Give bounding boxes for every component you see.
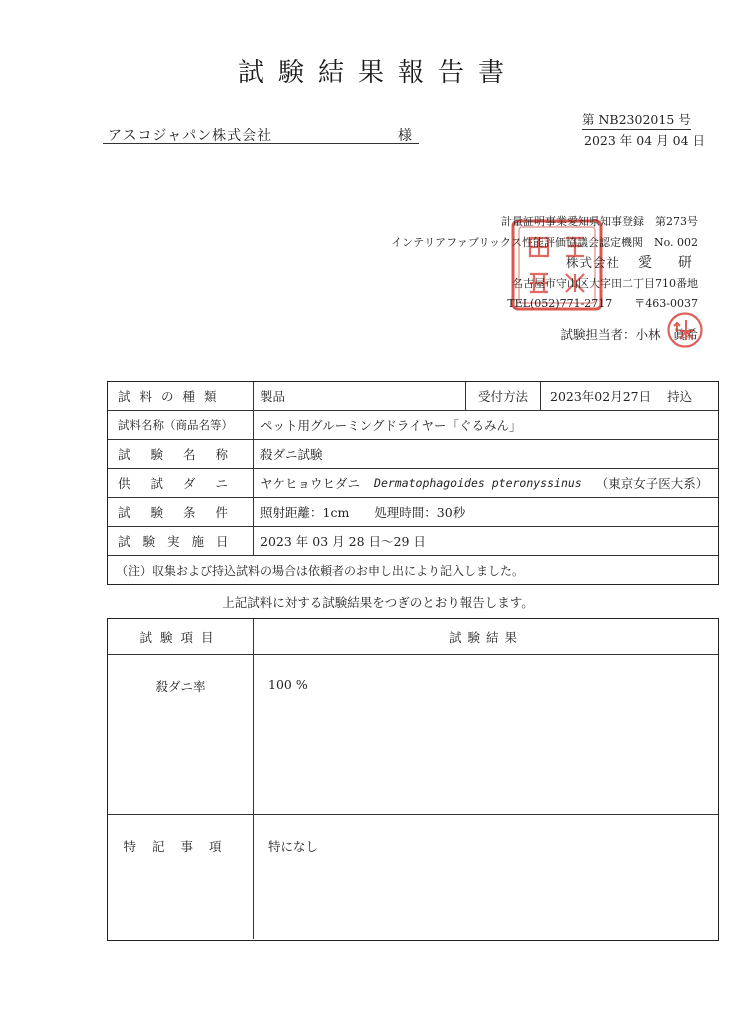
sample-info-table bbox=[107, 381, 719, 585]
remarks-row bbox=[108, 815, 718, 939]
result-value: 100 % bbox=[268, 677, 308, 692]
col-test-result: 試験結果 bbox=[448, 629, 523, 645]
test-date-label: 試験実施日 bbox=[108, 527, 254, 555]
issuer-company-prefix: 株式会社 bbox=[565, 255, 620, 270]
issuer-certification: インテリアファブリックス性能評価協議会認定機関 No. 002 bbox=[391, 235, 698, 249]
results-row bbox=[108, 655, 718, 815]
personal-seal-stamp bbox=[666, 311, 704, 349]
result-item: 殺ダニ率 bbox=[108, 655, 254, 814]
report-date: 2023 年 04 月 04 日 bbox=[584, 133, 705, 148]
report-title: 試験結果報告書 bbox=[237, 58, 518, 88]
receipt-method: 持込 bbox=[667, 389, 693, 404]
row-mite bbox=[108, 469, 718, 498]
row-test-date bbox=[108, 527, 718, 556]
sample-type-label: 試料の種類 bbox=[108, 382, 254, 410]
row-test-name bbox=[108, 440, 718, 469]
col-test-item: 試験項目 bbox=[108, 619, 254, 654]
mite-source: （東京女子医大系） bbox=[595, 476, 709, 491]
test-name-label: 試験名称 bbox=[108, 440, 254, 468]
remarks-value: 特になし bbox=[268, 839, 319, 854]
issuer-company-name: 愛 研 bbox=[638, 255, 698, 271]
receipt-info bbox=[541, 382, 718, 410]
conditions-value: 照射距離：1cm 処理時間：30秒 bbox=[260, 505, 466, 520]
sample-name-label: 試料名称（商品名等） bbox=[108, 411, 254, 439]
row-sample-type bbox=[108, 382, 718, 411]
results-header-row bbox=[108, 619, 718, 655]
issuer-block bbox=[391, 212, 698, 315]
report-intro: 上記試料に対する試験結果をつぎのとおり報告します。 bbox=[222, 595, 534, 610]
client-underline bbox=[103, 143, 419, 144]
mite-value bbox=[254, 469, 718, 497]
row-conditions bbox=[108, 498, 718, 527]
issuer-registration: 計量証明事業愛知県知事登録 第273号 bbox=[501, 215, 698, 228]
receipt-date: 2023年02月27日 bbox=[550, 389, 652, 404]
sample-type-value: 製品 bbox=[260, 389, 286, 404]
mite-japanese-name: ヤケヒョウヒダニ bbox=[260, 476, 361, 491]
report-number: 第 NB2302015 号 bbox=[582, 110, 691, 130]
info-note: （注）収集および持込試料の場合は依頼者のお申し出により記入しました。 bbox=[116, 563, 525, 578]
conditions-label: 試験条件 bbox=[108, 498, 254, 526]
client-name: アスコジャパン株式会社 bbox=[108, 128, 273, 144]
issuer-name-line bbox=[391, 253, 698, 274]
receipt-method-label: 受付方法 bbox=[465, 382, 541, 410]
issuer-tel: TEL(052)771-2717 〒463-0037 bbox=[507, 297, 698, 310]
remarks-label: 特記事項 bbox=[108, 815, 254, 939]
test-name-value: 殺ダニ試験 bbox=[260, 447, 323, 462]
mite-latin-name: Dermatophagoides pteronyssinus bbox=[374, 476, 582, 490]
client-honorific: 様 bbox=[398, 128, 412, 144]
row-sample-name bbox=[108, 411, 718, 440]
test-date-value: 2023 年 03 月 28 日～29 日 bbox=[260, 534, 426, 549]
mite-label: 供試ダニ bbox=[108, 469, 254, 497]
issuer-address: 名古屋市守山区大字田二丁目710番地 bbox=[512, 276, 698, 290]
sample-name-value: ペット用グルーミングドライヤー「ぐるみん」 bbox=[260, 418, 522, 433]
results-table bbox=[107, 618, 719, 941]
tester-name: 試験担当者：小林 眞希 bbox=[560, 327, 698, 342]
